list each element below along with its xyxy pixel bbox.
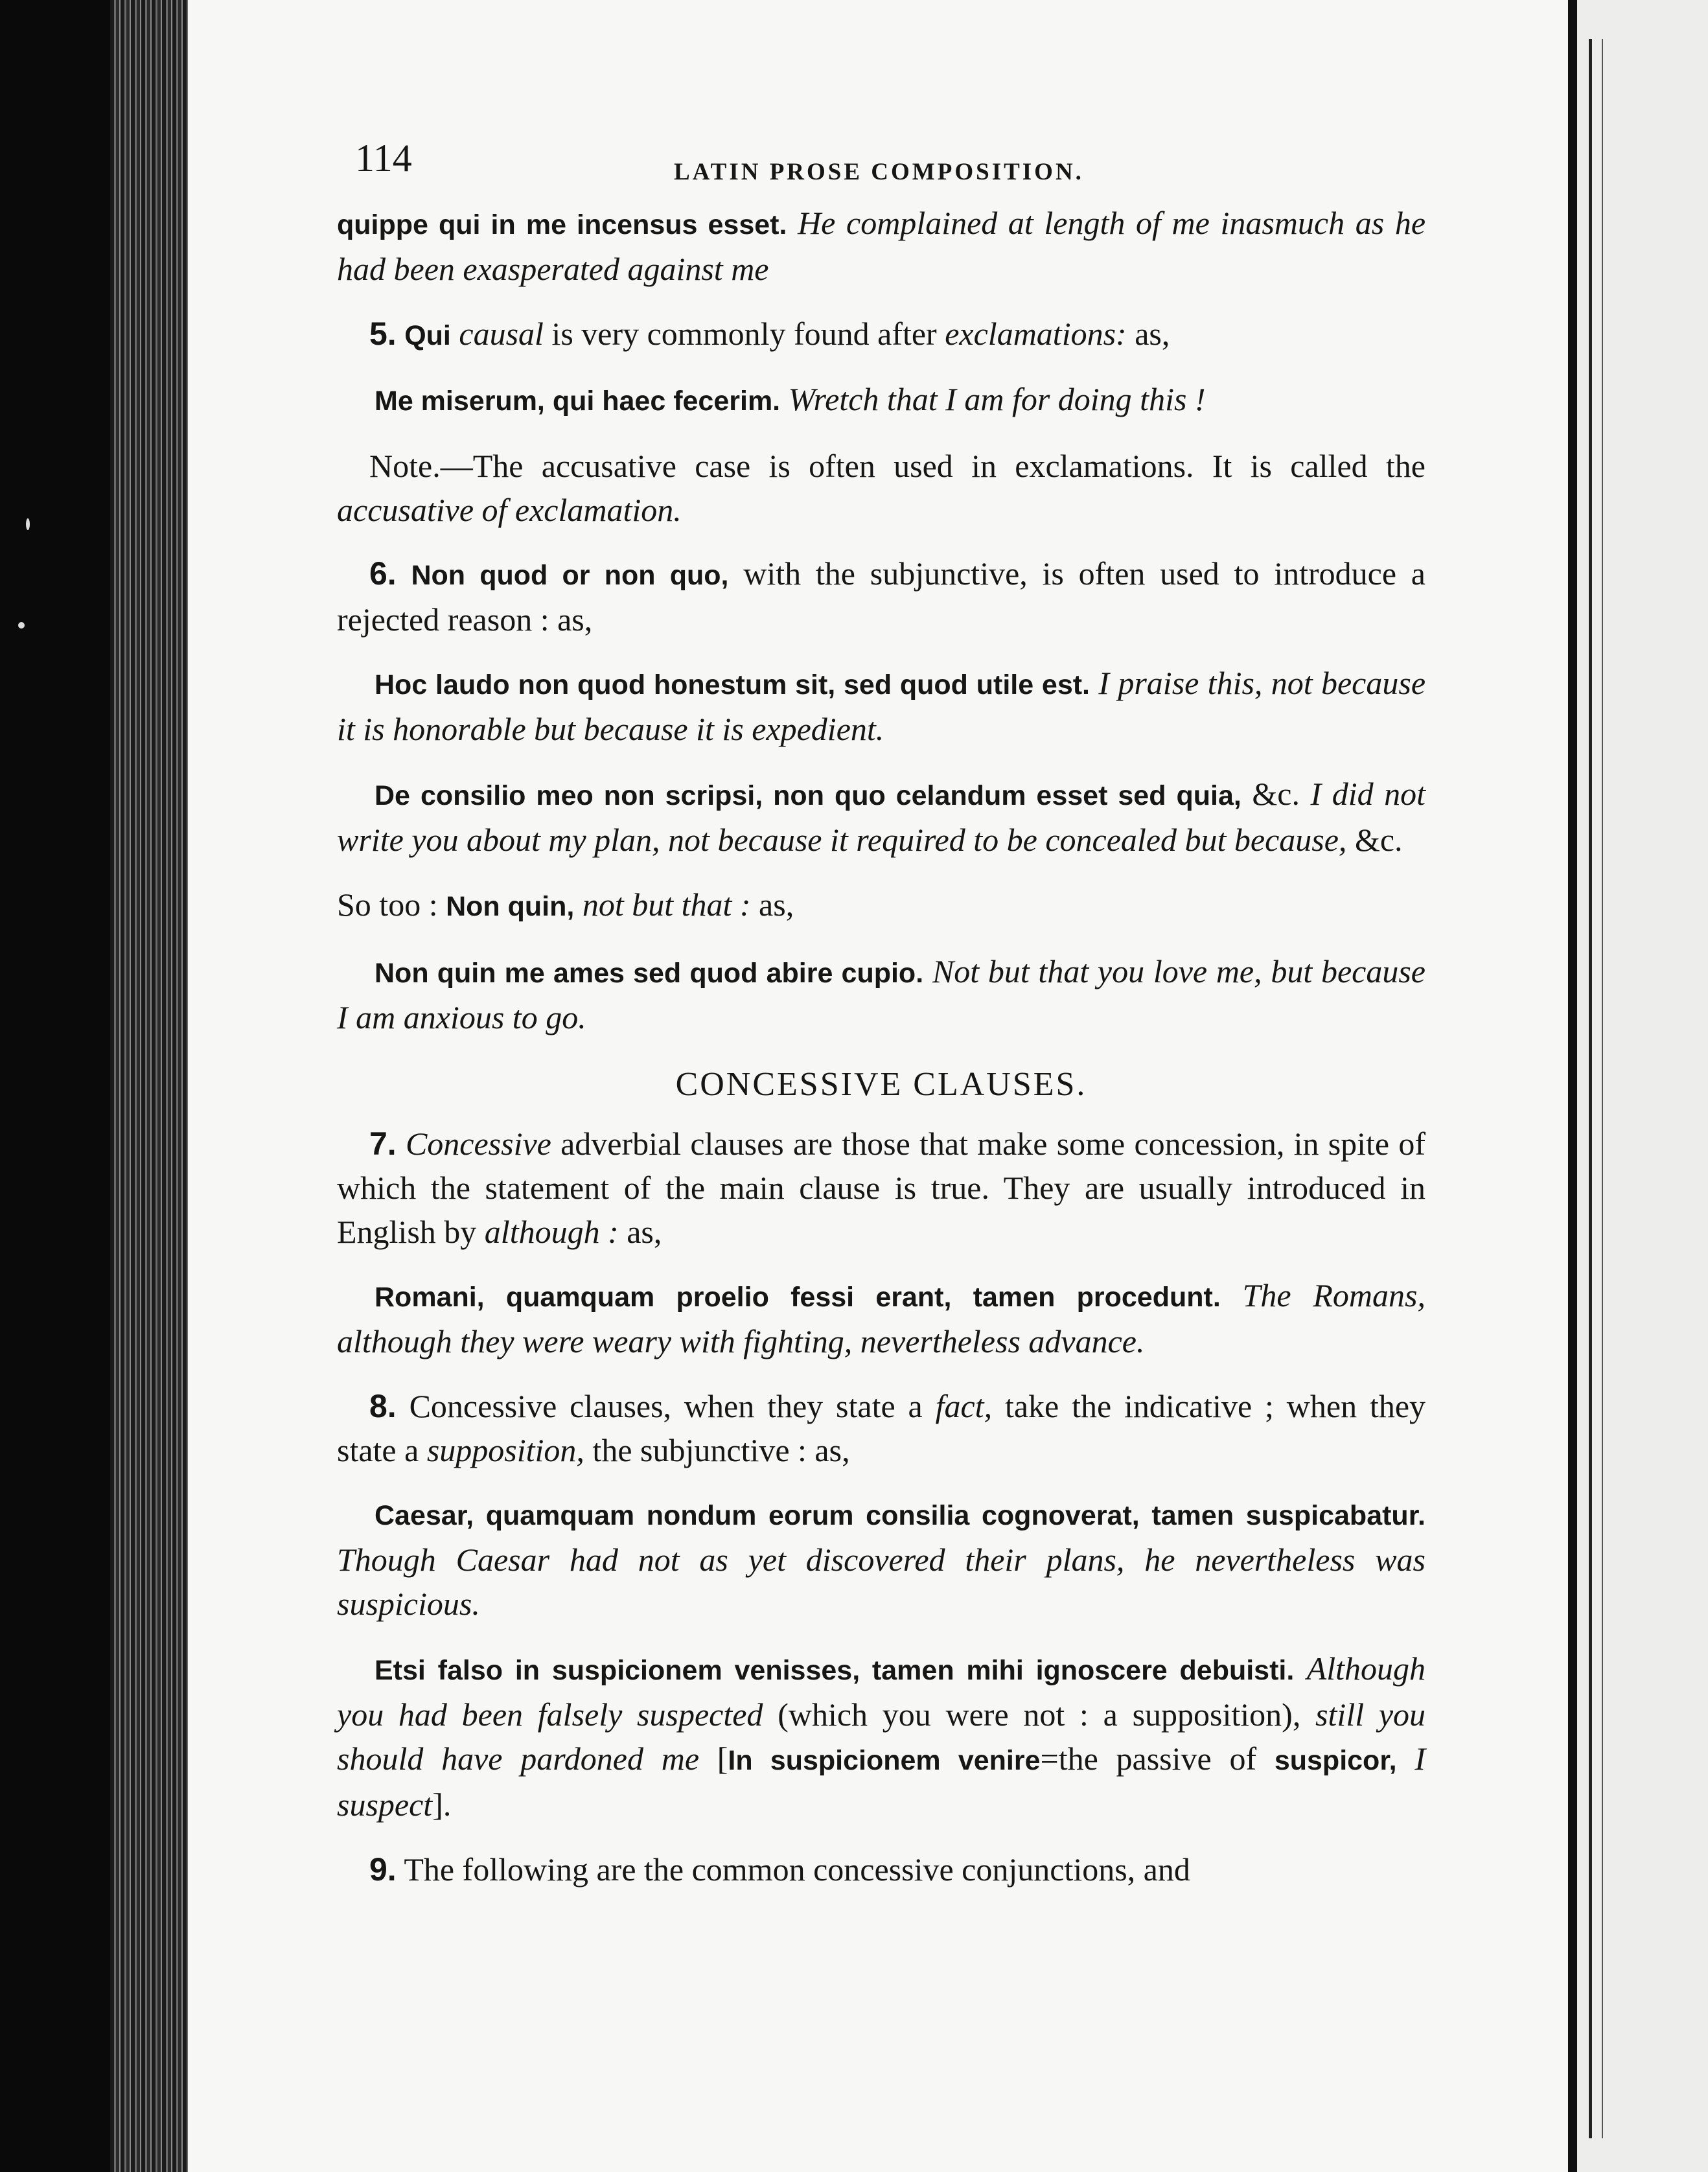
latin-text: Romani, quamquam proelio fessi erant, tamen procedunt. bbox=[375, 1282, 1221, 1313]
continued-example bbox=[337, 201, 1425, 291]
body-text: adverbial clauses are those that make some concession, in spite of which the statement of the main clause is true. They are usually introduced in English by bbox=[337, 1126, 1426, 1250]
latin-term: Non quin, bbox=[446, 891, 575, 922]
book-binding bbox=[110, 0, 188, 2172]
example-7 bbox=[337, 1273, 1425, 1363]
paragraph-5 bbox=[337, 312, 1425, 358]
italic-term: causal bbox=[459, 316, 544, 352]
english-translation: He complained at length of me inasmuch as he had been exasperated against me bbox=[337, 205, 1426, 287]
body-text: The following are the common concessive conjunctions, and bbox=[404, 1851, 1190, 1888]
body-text: as, bbox=[627, 1214, 662, 1250]
example-5 bbox=[337, 377, 1425, 423]
english-translation: still you should have pardoned me bbox=[337, 1696, 1426, 1777]
italic-term: accusative of exclamation. bbox=[337, 492, 682, 528]
page-header bbox=[337, 123, 1425, 201]
italic-term: I suspect bbox=[337, 1740, 1426, 1823]
page-content bbox=[337, 123, 1425, 1911]
paragraph-number: 6. bbox=[369, 555, 397, 592]
latin-term: Qui bbox=[404, 320, 451, 351]
body-text: &c. bbox=[1252, 776, 1300, 812]
english-translation: I did not write you about my plan, not because it required to be concealed but because, bbox=[337, 776, 1426, 858]
italic-term: not but that : bbox=[582, 886, 751, 923]
edge-speck bbox=[26, 518, 30, 530]
example-6c bbox=[337, 949, 1425, 1039]
page-right-edge bbox=[1568, 0, 1708, 2172]
body-text: take the indicative ; when they state a bbox=[337, 1388, 1426, 1468]
note-paragraph bbox=[337, 444, 1425, 532]
paragraph-number: 8. bbox=[369, 1388, 397, 1424]
example-6b bbox=[337, 772, 1425, 862]
latin-term: Non quod or non quo, bbox=[411, 560, 729, 591]
italic-term: although : bbox=[484, 1214, 619, 1250]
italic-term: exclamations: bbox=[945, 316, 1127, 352]
italic-term: supposition, bbox=[426, 1432, 584, 1468]
page-number: 114 bbox=[355, 137, 412, 179]
english-translation: Wretch that I am for doing this ! bbox=[788, 381, 1206, 417]
paragraph-9 bbox=[337, 1847, 1425, 1891]
italic-term: Concessive bbox=[405, 1126, 551, 1162]
paragraph-6 bbox=[337, 551, 1425, 641]
body-text: as, bbox=[1135, 316, 1170, 352]
paragraph-number: 5. bbox=[369, 316, 397, 352]
latin-text: quippe qui in me incensus esset. bbox=[337, 209, 787, 240]
english-translation: Although you had been falsely suspected bbox=[337, 1650, 1425, 1733]
example-6a bbox=[337, 661, 1425, 751]
english-translation: I praise this, not because it is honorable but because it is expedient. bbox=[337, 665, 1426, 747]
note-text: Note.—The accusative case is often used in exclamations. It is called the bbox=[369, 448, 1425, 484]
english-translation: Not but that you love me, but because I am anxious to go. bbox=[337, 953, 1425, 1035]
body-text: Concessive clauses, when they state a bbox=[409, 1388, 923, 1424]
body-text: the subjunctive : as, bbox=[592, 1432, 850, 1468]
body-text: with the subjunctive, is often used to introduce a rejected reason : as, bbox=[337, 555, 1425, 638]
paragraph-number: 9. bbox=[369, 1851, 397, 1888]
latin-term: suspicor, bbox=[1274, 1745, 1397, 1776]
body-text: ]. bbox=[432, 1786, 452, 1823]
paragraph-number: 7. bbox=[369, 1126, 397, 1162]
paragraph-7 bbox=[337, 1122, 1425, 1254]
latin-text: Caesar, quamquam nondum eorum consilia cognoverat, tamen suspicabatur. bbox=[375, 1500, 1425, 1531]
body-text: is very commonly found after bbox=[551, 316, 937, 352]
english-translation: The Romans, although they were weary with fighting, nevertheless advance. bbox=[337, 1277, 1425, 1359]
latin-text: Me miserum, qui haec fecerim. bbox=[375, 386, 781, 417]
latin-text: De consilio meo non scripsi, non quo celandum esset sed quia, bbox=[375, 780, 1241, 811]
body-text: &c. bbox=[1354, 822, 1403, 858]
body-text: as, bbox=[759, 886, 794, 923]
latin-text: Etsi falso in suspicionem venisses, tamen mihi ignoscere debuisti. bbox=[375, 1655, 1295, 1686]
section-heading: CONCESSIVE CLAUSES. bbox=[675, 1066, 1087, 1103]
running-head: LATIN PROSE COMPOSITION. bbox=[674, 159, 1084, 185]
latin-text: Non quin me ames sed quod abire cupio. bbox=[375, 958, 924, 989]
example-8a bbox=[337, 1492, 1425, 1626]
edge-speck bbox=[18, 622, 25, 629]
latin-term: In suspicionem venire bbox=[728, 1745, 1041, 1776]
body-text: (which you were not : a supposition), bbox=[778, 1696, 1301, 1733]
english-translation: Though Caesar had not as yet discovered their plans, he nevertheless was suspicious. bbox=[337, 1542, 1425, 1622]
body-text: [ bbox=[717, 1740, 728, 1777]
paragraph-8 bbox=[337, 1384, 1425, 1472]
body-text: So too : bbox=[337, 886, 438, 923]
body-text: =the passive of bbox=[1040, 1740, 1257, 1777]
so-too-line bbox=[337, 883, 1425, 929]
example-8b bbox=[337, 1646, 1425, 1827]
latin-text: Hoc laudo non quod honestum sit, sed quod utile est. bbox=[375, 669, 1091, 700]
italic-term: fact, bbox=[935, 1388, 993, 1424]
